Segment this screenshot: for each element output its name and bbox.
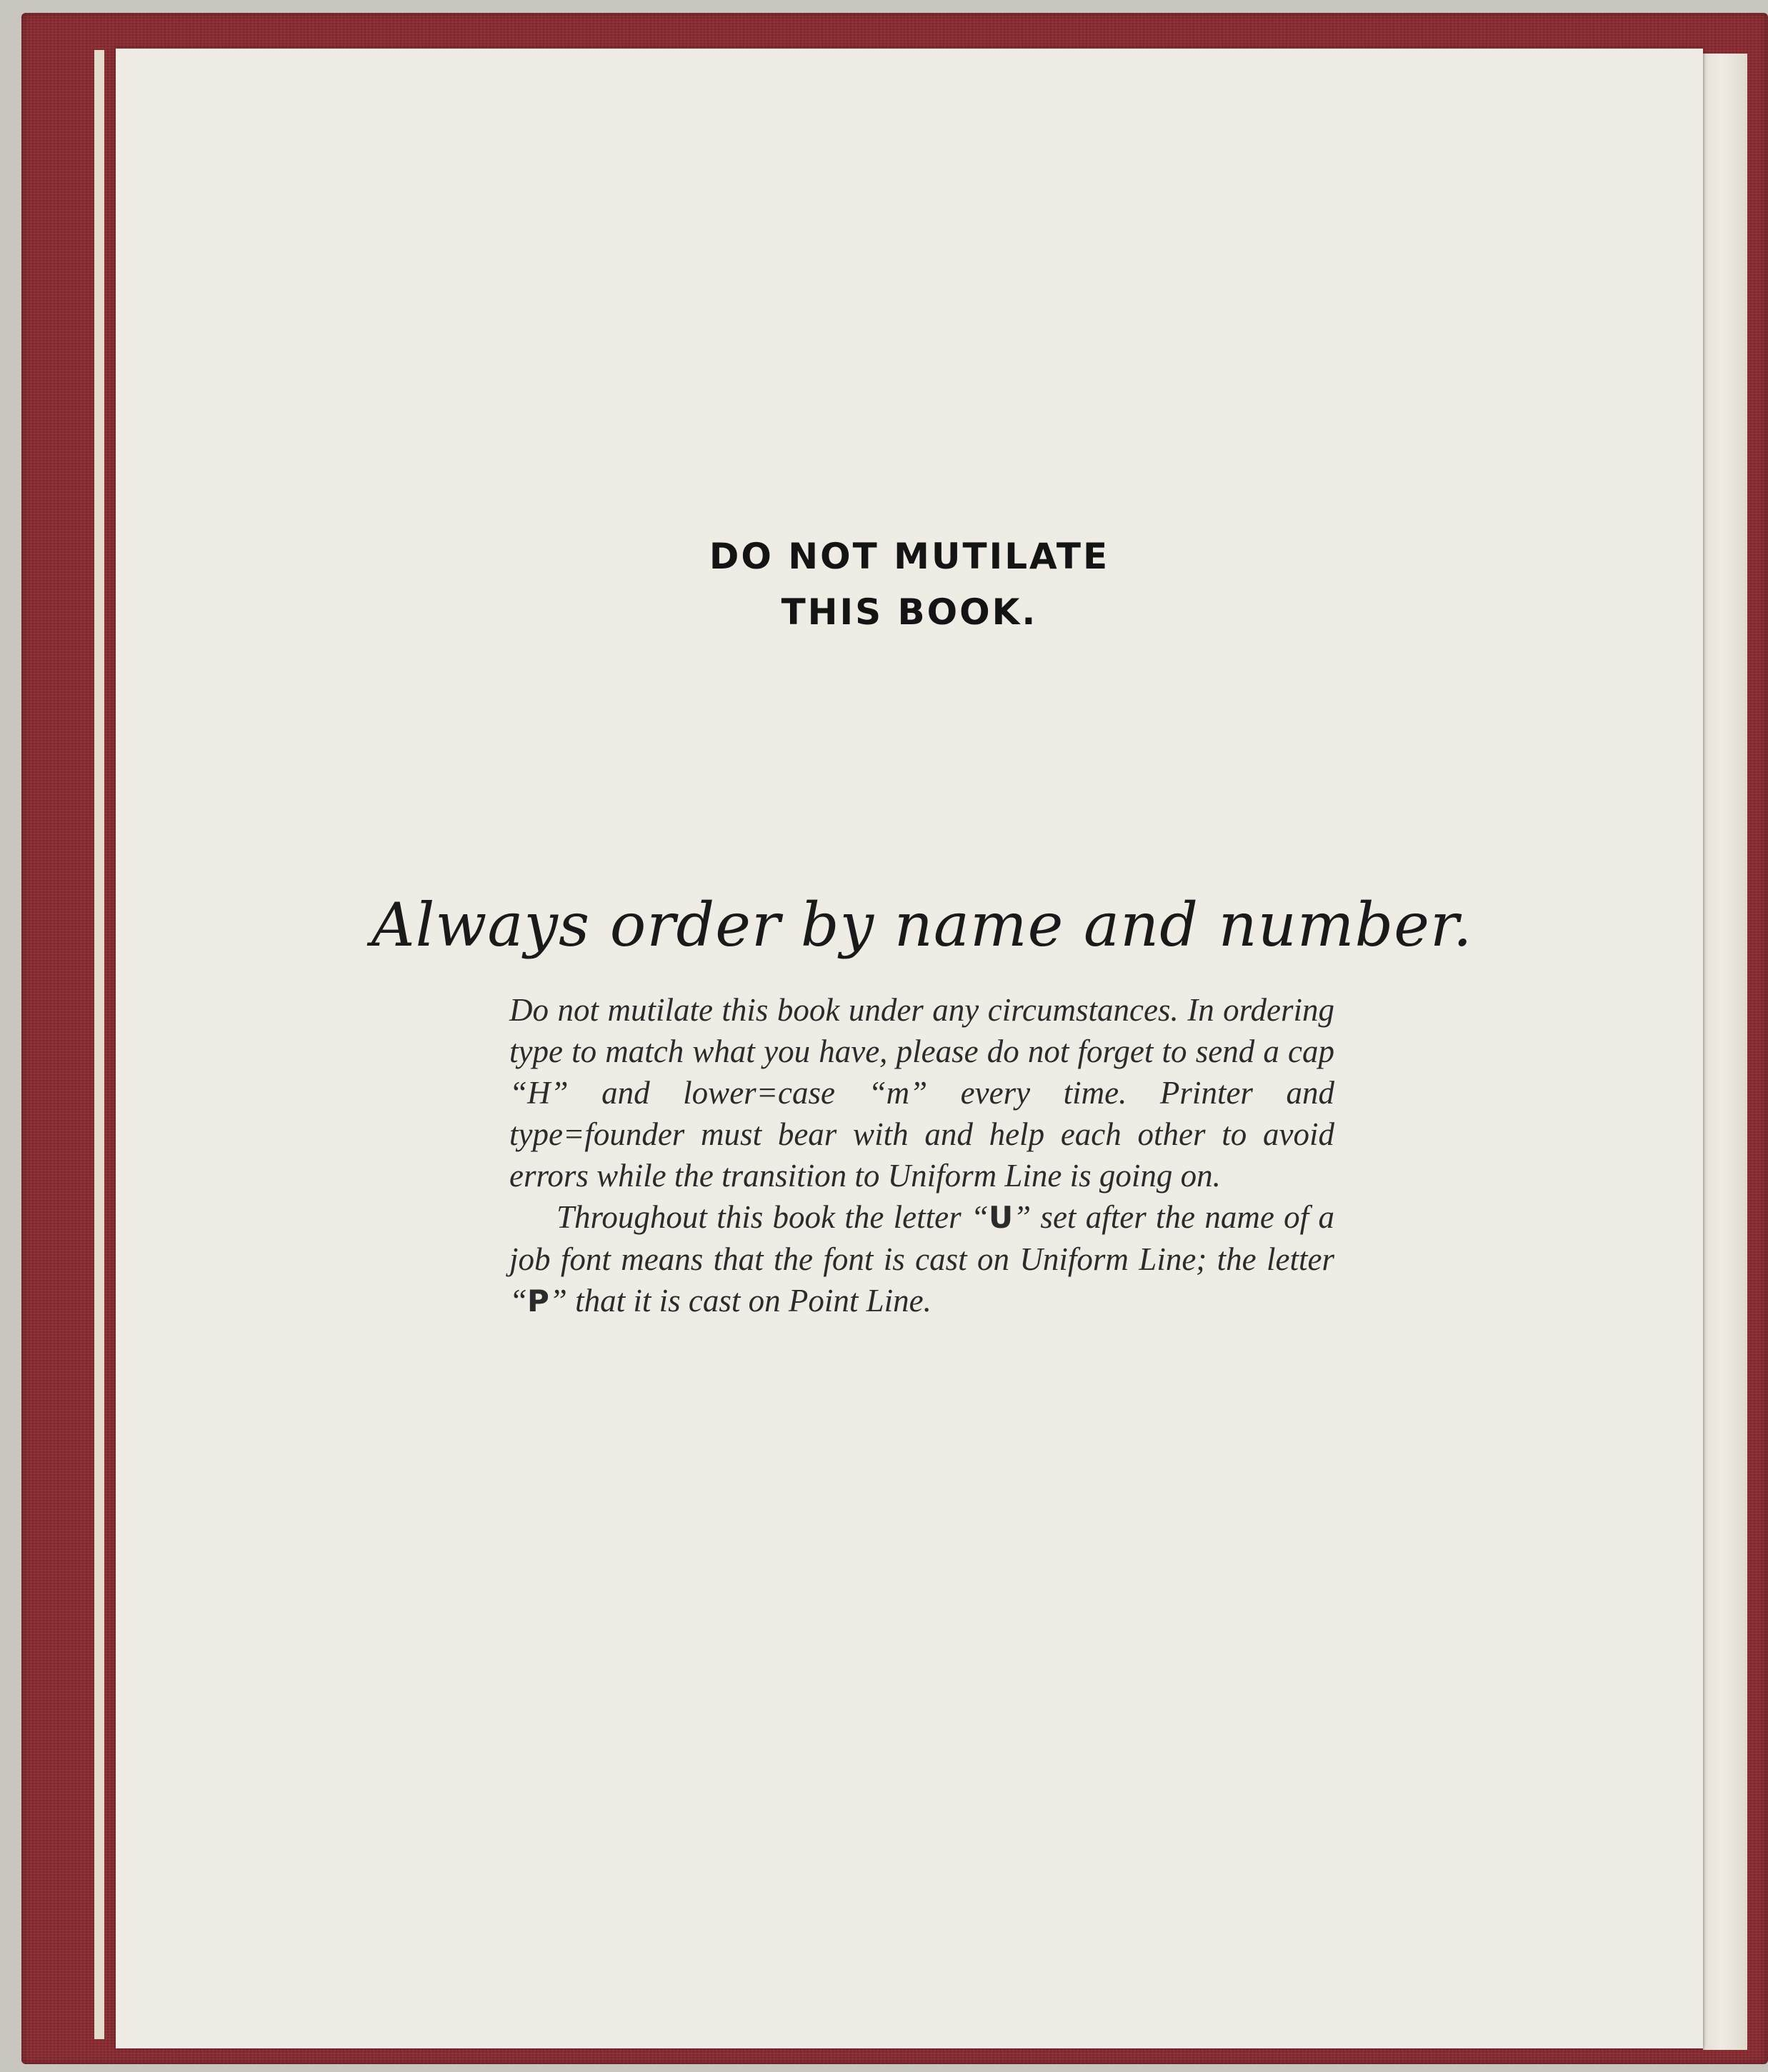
heading-line-1: DO NOT MUTILATE [709, 536, 1110, 577]
paragraph-2-text-a: Throughout this book the letter “ [556, 1199, 989, 1235]
uniform-line-mark: U [988, 1200, 1014, 1235]
notice-paragraph-1: Do not mutilate this book under any circumstances. In ordering type to match what you have, please do not forget to send a cap “H” and lower=case “m” every time. Printer and type=founder must bear with and help each other to avoid errors while the transition to Uniform Line is going on. [509, 992, 1334, 1193]
page-heading [116, 529, 1703, 640]
order-motto: Always order by name and number. [371, 890, 1473, 960]
paragraph-2-text-b: ” set after the name of a job font means that the font is cast on Uniform Line; the letter “ [509, 1199, 1334, 1318]
heading-line-2: THIS BOOK. [781, 591, 1038, 633]
paragraph-2-text-c: ” that it is cast on Point Line. [549, 1283, 932, 1318]
notice-paragraph-2 [509, 1196, 1334, 1322]
endpaper-edge [94, 50, 104, 2039]
page-stack-edge [1703, 54, 1747, 2050]
notice-text [509, 989, 1334, 1322]
point-line-mark: P [527, 1283, 549, 1318]
